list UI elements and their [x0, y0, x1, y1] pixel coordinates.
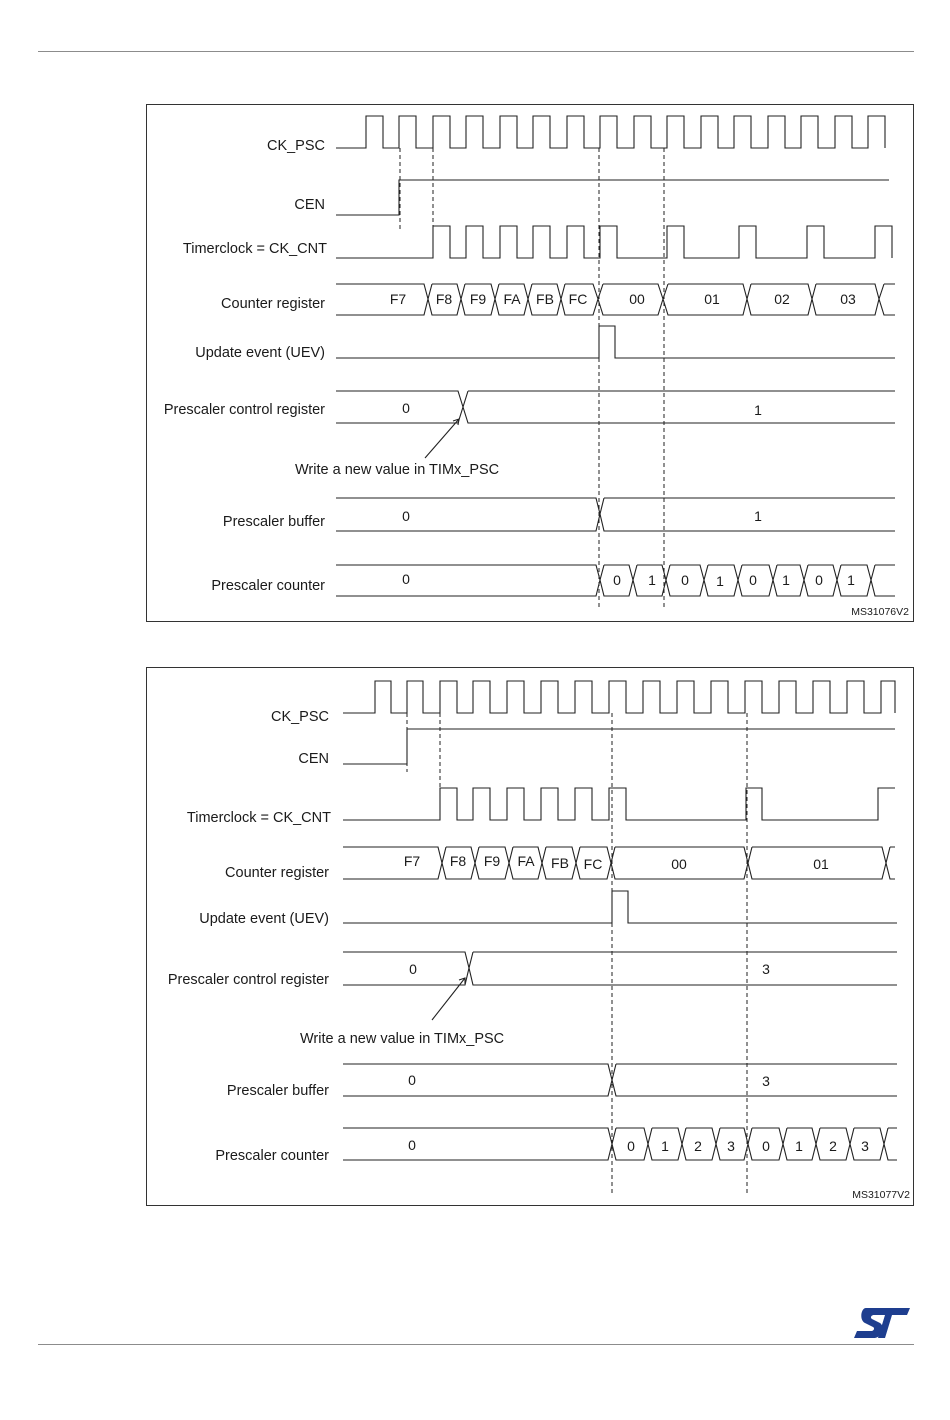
- psc-cnt-value: 0: [402, 571, 410, 587]
- psc-cnt-value: 0: [762, 1138, 770, 1154]
- psc-ctrl-value: 1: [754, 402, 762, 418]
- psc-buf-bus-outline: [336, 498, 895, 531]
- label-update-event: Update event (UEV): [195, 345, 325, 361]
- psc-cnt-value: 0: [408, 1137, 416, 1153]
- label-ck-psc: CK_PSC: [270, 709, 329, 725]
- label-cen: CEN: [298, 751, 329, 767]
- psc-cnt-value: 0: [627, 1138, 635, 1154]
- label-timerclock: Timerclock = CK_CNT: [186, 810, 331, 826]
- counter-value: FA: [503, 291, 521, 307]
- label-update-event: Update event (UEV): [199, 911, 329, 927]
- figure-ref-code: MS31076V2: [851, 606, 909, 618]
- psc-cnt-value: 0: [815, 572, 823, 588]
- psc-ctrl-value: 3: [762, 961, 770, 977]
- counter-value: 00: [629, 291, 645, 307]
- counter-value: 01: [813, 856, 829, 872]
- label-prescaler-buffer: Prescaler buffer: [222, 514, 325, 530]
- psc-cnt-value: 0: [681, 572, 689, 588]
- psc-cnt-value: 1: [795, 1138, 803, 1154]
- counter-value: 03: [840, 291, 856, 307]
- psc-cnt-value: 1: [782, 572, 790, 588]
- write-arrow-line: [425, 419, 459, 458]
- label-prescaler-control: Prescaler control register: [167, 972, 329, 988]
- cen-waveform: [343, 729, 895, 764]
- psc-cnt-value: 3: [861, 1138, 869, 1154]
- psc-buf-value: 1: [754, 508, 762, 524]
- cen-waveform: [336, 180, 889, 215]
- label-prescaler-buffer: Prescaler buffer: [226, 1083, 329, 1099]
- write-annotation: Write a new value in TIMx_PSC: [295, 462, 500, 478]
- psc-cnt-bus-outline: [343, 1128, 897, 1160]
- timing-diagram-1-svg: [147, 105, 913, 621]
- figure-ref-code: MS31077V2: [852, 1189, 910, 1201]
- counter-value: FA: [517, 853, 535, 869]
- psc-ctrl-value: 0: [402, 400, 410, 416]
- counter-value: FB: [551, 855, 569, 871]
- st-logo-icon: [852, 1306, 912, 1340]
- psc-ctrl-bus-outline: [343, 952, 897, 985]
- psc-cnt-value: 3: [727, 1138, 735, 1154]
- label-cen: CEN: [294, 197, 325, 213]
- ck-psc-waveform: [336, 116, 885, 148]
- counter-bus-outline: [336, 284, 895, 315]
- label-prescaler-control: Prescaler control register: [163, 402, 325, 418]
- counter-value: F9: [483, 853, 501, 869]
- psc-ctrl-value: 0: [409, 961, 417, 977]
- counter-bus-outline: [343, 847, 895, 879]
- timing-diagram-2-svg: [147, 668, 913, 1205]
- uev-waveform: [343, 891, 897, 923]
- psc-cnt-value: 1: [661, 1138, 669, 1154]
- write-annotation: Write a new value in TIMx_PSC: [300, 1031, 505, 1047]
- psc-cnt-value: 0: [749, 572, 757, 588]
- label-prescaler-counter: Prescaler counter: [215, 1148, 329, 1164]
- label-timerclock: Timerclock = CK_CNT: [182, 241, 327, 257]
- timing-diagram-2: [146, 667, 914, 1206]
- counter-value: F7: [403, 853, 421, 869]
- timing-diagram-1: [146, 104, 914, 622]
- counter-value: 01: [704, 291, 720, 307]
- psc-cnt-value: 1: [716, 573, 724, 589]
- psc-ctrl-bus-outline: [336, 391, 895, 423]
- st-logo-svg: [852, 1306, 912, 1340]
- psc-buf-value: 3: [762, 1073, 770, 1089]
- psc-cnt-value: 1: [847, 572, 855, 588]
- ck-psc-waveform: [343, 681, 895, 713]
- uev-waveform: [336, 326, 895, 358]
- write-arrow-line: [432, 978, 465, 1020]
- footer-rule: [38, 1344, 914, 1345]
- header-rule: [38, 51, 914, 52]
- psc-buf-value: 0: [408, 1072, 416, 1088]
- psc-cnt-value: 2: [829, 1138, 837, 1154]
- counter-value: F7: [389, 291, 407, 307]
- psc-cnt-value: 2: [694, 1138, 702, 1154]
- timerclock-waveform: [343, 788, 895, 820]
- timerclock-waveform: [336, 226, 892, 258]
- label-counter-register: Counter register: [221, 296, 325, 312]
- psc-cnt-value: 0: [613, 572, 621, 588]
- psc-buf-bus-outline: [343, 1064, 897, 1096]
- label-counter-register: Counter register: [225, 865, 329, 881]
- label-prescaler-counter: Prescaler counter: [211, 578, 325, 594]
- counter-value: F8: [435, 291, 453, 307]
- counter-value: F8: [449, 853, 467, 869]
- counter-value: F9: [469, 291, 487, 307]
- counter-value: 02: [774, 291, 790, 307]
- psc-cnt-value: 1: [648, 572, 656, 588]
- psc-buf-value: 0: [402, 508, 410, 524]
- counter-value: FC: [583, 856, 603, 872]
- counter-value: FB: [536, 291, 554, 307]
- counter-value: FC: [568, 291, 588, 307]
- label-ck-psc: CK_PSC: [266, 138, 325, 154]
- counter-value: 00: [671, 856, 687, 872]
